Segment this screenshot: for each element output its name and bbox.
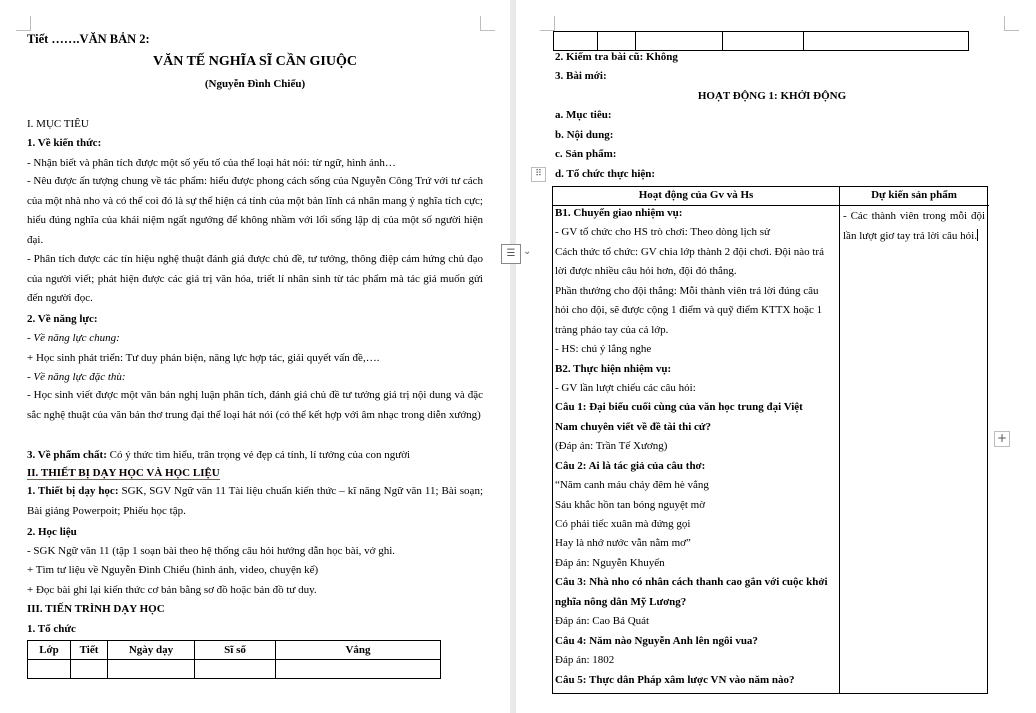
paragraph: - Về năng lực chung: — [27, 332, 120, 344]
column-header: Vắng — [276, 641, 441, 660]
crop-mark — [480, 16, 495, 31]
column-header-expected-product: Dự kiến sản phẩm — [871, 189, 957, 201]
table-row — [28, 660, 441, 679]
column-header: Tiết — [71, 641, 108, 660]
activity-left-cell[interactable] — [555, 207, 837, 693]
activity-line: Nam chuyên viết về đề tài thi cử? — [555, 420, 711, 433]
subheading-kien-thuc: 1. Về kiến thức: — [27, 137, 102, 149]
layout-options-icon[interactable] — [501, 244, 521, 264]
activity-line: Câu 4: Năm nào Nguyễn Anh lên ngôi vua? — [555, 634, 758, 647]
text-cursor — [977, 229, 978, 241]
table-cell[interactable] — [636, 32, 723, 51]
plus-glyph: + — [996, 431, 1008, 445]
subheading-to-chuc: 1. Tổ chức — [27, 623, 76, 635]
activity-line: Câu 3: Nhà nho có nhân cách thanh cao gắn với cuộc khởi — [555, 576, 828, 589]
activity-line: Cách thức tổ chức: GV chia lớp thành 2 đội chơi. Đội nào trả — [555, 245, 824, 258]
activity-line: lời được nhiều câu hỏi hơn, đội đó thắng. — [555, 265, 737, 278]
activity-line: Đáp án: 1802 — [555, 654, 615, 667]
table-cell[interactable] — [195, 660, 276, 679]
column-header: Lớp — [28, 641, 71, 660]
table-header-divider — [553, 205, 989, 206]
section-heading-muc-tieu: I. MỤC TIÊU — [27, 118, 89, 130]
expected-product-text: - Các thành viên trong mỗi đội lần lượt giơ tay trả lời câu hỏi. — [843, 210, 985, 242]
activity-line: - HS: chú ý lắng nghe — [555, 343, 652, 356]
kiem-tra-bai-cu: 2. Kiểm tra bài cũ: Không — [555, 51, 678, 63]
section-heading-tien-trinh: III. TIẾN TRÌNH DẠY HỌC — [27, 603, 165, 615]
subheading-nang-luc: 2. Về năng lực: — [27, 313, 98, 325]
paragraph: + Đọc bài ghi lại kiến thức cơ bản bằng sơ đồ hoặc bản đồ tư duy. — [27, 584, 317, 596]
activity-line: - GV tổ chức cho HS trò chơi: Theo dòng lịch sử — [555, 226, 770, 239]
activity-right-cell[interactable] — [843, 207, 985, 246]
table-row — [554, 32, 969, 51]
activity-line: Sáu khắc hồn tan bóng nguyệt mờ — [555, 498, 706, 511]
activity-heading: HOẠT ĐỘNG 1: KHỞI ĐỘNG — [697, 90, 847, 102]
column-header: Ngày dạy — [108, 641, 195, 660]
chevron-down-icon[interactable]: ⌄ — [523, 246, 532, 257]
paragraph: - Nhận biết và phân tích được một số yếu tố của thể loại hát nói: từ ngữ, hình ảnh… — [27, 157, 396, 169]
column-header-teacher-student: Hoạt động của Gv và Hs — [638, 189, 754, 201]
paragraph: - SGK Ngữ văn 11 (tập 1 soạn bài theo hệ thống câu hỏi hướng dẫn học bài, vở ghi. — [27, 545, 396, 557]
table-cell[interactable] — [108, 660, 195, 679]
table-cell[interactable] — [554, 32, 598, 51]
crop-mark — [16, 16, 31, 31]
paragraph: - Học sinh viết được một văn bản nghị luận phân tích, đánh giá chủ đề tư tưởng giá trị nội dung và đặc sắc nghệ thuật của văn bản thơ trung đại thể loại hát nói (có thể kết hợp với âm nhạc trong diễn xướng) — [27, 389, 483, 421]
to-chuc-label: d. Tổ chức thực hiện: — [555, 168, 656, 180]
paragraph: - Phân tích được các tín hiệu nghệ thuật đánh giá được chủ đề, tư tưởng, thông điệp cảm hứng chủ đạo của người viết; phát hiện được các giá trị văn hóa, triết lí nhân sinh từ tác phẩm mà tác giả muốn gửi đến người đọc. — [27, 253, 483, 304]
paragraph-pham-chat — [27, 449, 410, 462]
activity-line: Đáp án: Nguyễn Khuyến — [555, 556, 665, 569]
activity-line: Phần thưởng cho đội thắng: Mỗi thành viên trả lời đúng câu — [555, 284, 819, 297]
activity-line: nghĩa nông dân Mỹ Lương? — [555, 595, 687, 608]
activity-line: hỏi cho đội, sẽ được cộng 1 điểm và quỹ điểm KTTX hoặc 1 — [555, 304, 823, 317]
activity-line: “Năm canh máu chảy đêm hè vắng — [555, 479, 709, 492]
activity-line: Câu 2: Ai là tác giả của câu thơ: — [555, 459, 706, 472]
section-heading-thiet-bi — [27, 467, 220, 480]
layout-options-glyph: ☰ — [506, 248, 516, 259]
activity-line: Câu 1: Đại biểu cuối cùng của văn học trung đại Việt — [555, 401, 803, 414]
activity-line: (Đáp án: Trần Tế Xương) — [555, 440, 668, 453]
text: SGK, SGV Ngữ văn 11 Tài liệu chuẩn kiến thức – kĩ năng Ngữ văn 11; Bài soạn; Bài giảng Powerpoit; Phiếu học tập. — [27, 485, 483, 517]
table-header-row — [28, 641, 441, 660]
noi-dung-label: b. Nội dung: — [555, 129, 614, 141]
table-cell[interactable] — [804, 32, 969, 51]
text: Có ý thức tìm hiểu, trân trọng vẻ đẹp cá tính, lí tưởng của con người — [106, 449, 411, 461]
add-column-plus-icon[interactable] — [994, 431, 1010, 447]
activity-line: Đáp án: Cao Bá Quát — [555, 615, 650, 628]
subheading-hoc-lieu: 2. Học liệu — [27, 526, 77, 538]
bai-moi-heading: 3. Bài mới: — [555, 70, 607, 82]
activity-line: Có phải tiếc xuân mà đứng gọi — [555, 518, 691, 530]
table-column-divider — [839, 186, 840, 694]
document-author: (Nguyễn Đình Chiểu) — [204, 78, 306, 90]
table-move-handle-icon[interactable] — [531, 167, 546, 182]
activity-line: B2. Thực hiện nhiệm vụ: — [555, 362, 672, 375]
document-page-left — [0, 0, 510, 713]
paragraph: - Về năng lực đặc thù: — [27, 371, 126, 383]
activity-line: Câu 5: Thực dân Pháp xâm lược VN vào năm nào? — [555, 673, 795, 686]
column-header: Sĩ số — [195, 641, 276, 660]
activity-line: - GV lần lượt chiếu các câu hỏi: — [555, 381, 696, 394]
san-pham-label: c. Sản phẩm: — [555, 148, 617, 160]
paragraph: + Học sinh phát triển: Tư duy phản biện, năng lực hợp tác, giải quyết vấn đề,…. — [27, 352, 380, 364]
table-cell[interactable] — [71, 660, 108, 679]
paragraph: + Tìm tư liệu về Nguyễn Đình Chiểu (hình ảnh, video, chuyện kể) — [27, 564, 319, 576]
move-handle-glyph: ⠿ — [535, 169, 542, 179]
class-table — [27, 640, 441, 679]
document-title: VĂN TẾ NGHĨA SĨ CẦN GIUỘC — [153, 54, 357, 69]
class-table-continued — [553, 31, 969, 51]
table-cell[interactable] — [28, 660, 71, 679]
crop-mark — [1004, 16, 1019, 31]
lesson-heading: Tiết …….VĂN BẢN 2: — [27, 32, 150, 46]
section-heading-text: II. THIẾT BỊ DẠY HỌC VÀ HỌC LIỆU — [27, 467, 220, 479]
activity-line: Hay là nhớ nước vẫn nằm mơ” — [555, 537, 691, 550]
subheading-thiet-bi: 1. Thiết bị dạy học: — [27, 485, 119, 497]
paragraph: - Nêu được ấn tượng chung về tác phẩm: hiểu được phong cách sống của Nguyễn Công Trứ với tư cách của một nhà nho và có thể coi đó là sự thể hiện cá tính của một bản lĩnh cá nhân mang ý nghĩa tích cực; hiểu đúng nghĩa của khái niệm ngất ngưởng để không nhầm với lối sống lập dị của một số người hiện đại. — [27, 175, 483, 246]
table-cell[interactable] — [598, 32, 636, 51]
crop-mark — [540, 16, 555, 31]
table-cell[interactable] — [276, 660, 441, 679]
muc-tieu-label: a. Mục tiêu: — [555, 109, 612, 121]
activity-line: B1. Chuyển giao nhiệm vụ: — [555, 207, 683, 219]
table-cell[interactable] — [723, 32, 804, 51]
subheading-pham-chat: 3. Về phẩm chất: — [27, 449, 107, 461]
activity-line: tràng pháo tay của cả lớp. — [555, 323, 669, 336]
paragraph-thiet-bi — [27, 482, 483, 521]
